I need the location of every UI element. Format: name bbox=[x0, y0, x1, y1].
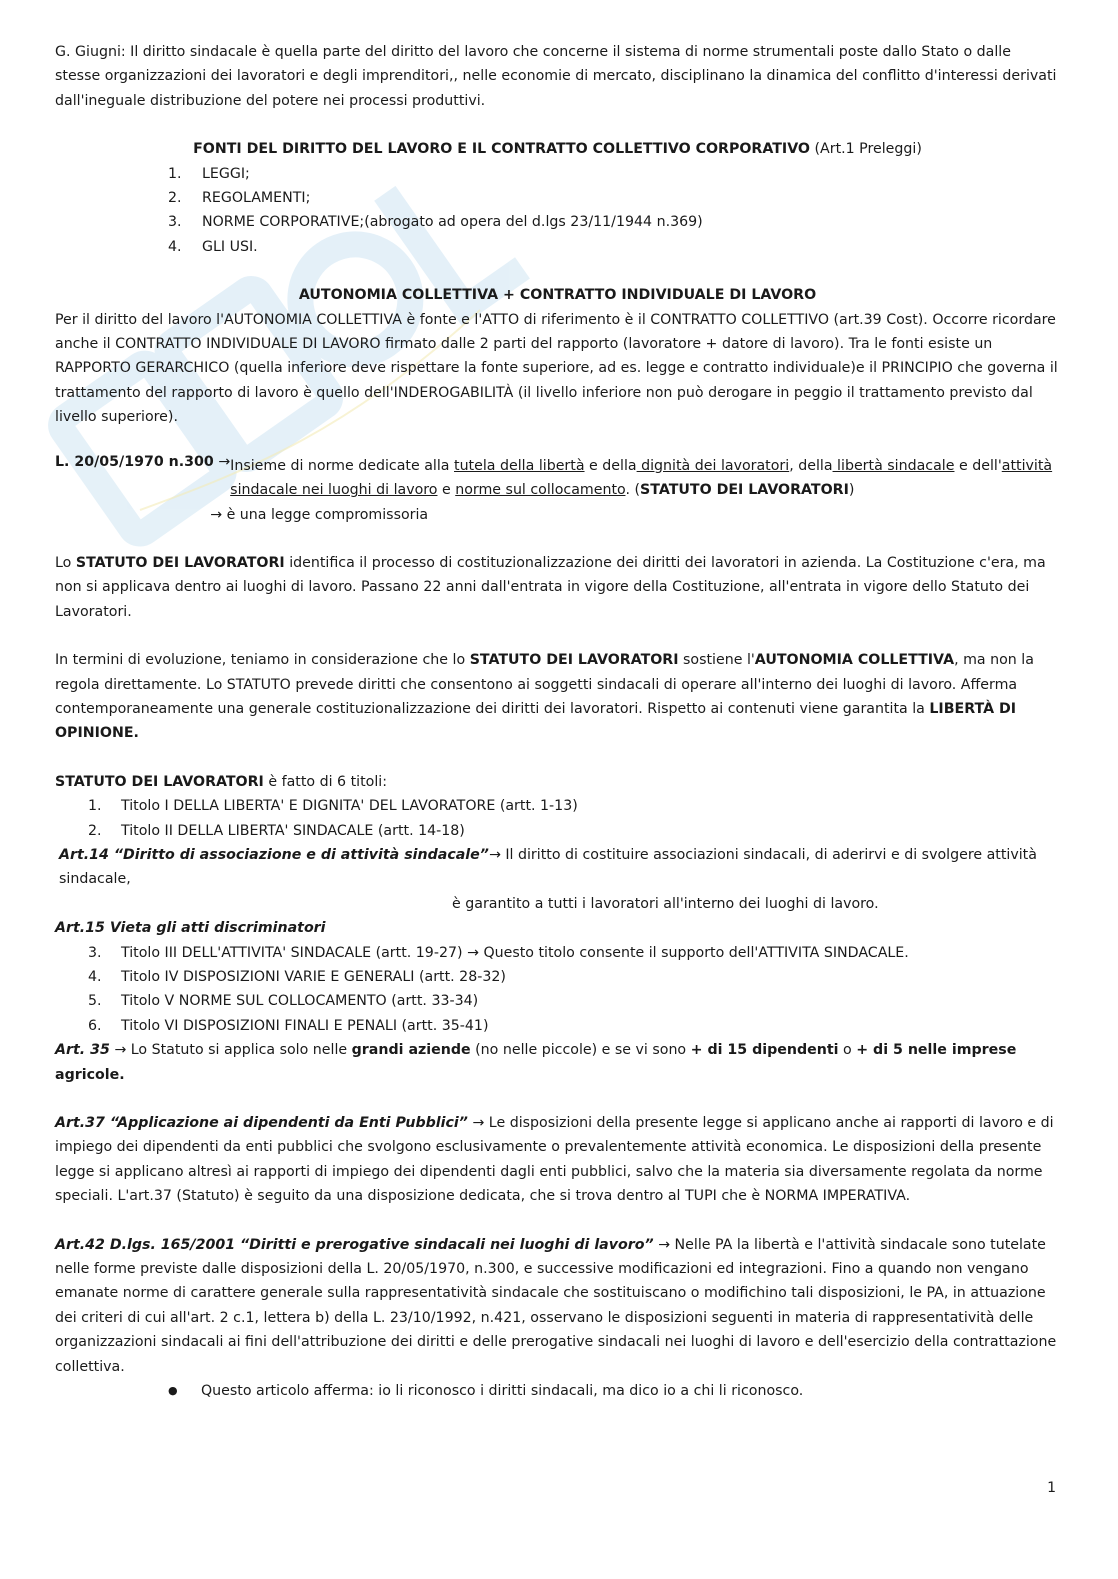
list-item: 1. LEGGI; bbox=[168, 165, 250, 182]
evoluzione-paragraph: In termini di evoluzione, teniamo in considerazione che lo STATUTO DEI LAVORATORI sostiene l'AUTONOMIA COLLETTIVA, ma non la regola direttamente. Lo STATUTO prevede diritti che consentono ai soggetti sindacali di operare all'interno dei luoghi di lavoro. Afferma contemporaneamente una generale costituzionalizzazione dei diritti dei lavoratori. Rispetto ai contenuti viene garantita la LIBERTÀ DI OPINIONE. bbox=[55, 652, 1034, 742]
statuto-paragraph: Lo STATUTO DEI LAVORATORI identifica il processo di costituzionalizzazione dei diritti dei lavoratori in azienda. La Costituzione c'era, ma non si applicava dentro ai luoghi di lavoro. Passano 22 anni dall'entrata in vigore della Costituzione, all'entrata in vigore dello Statuto dei Lavoratori. bbox=[55, 554, 1046, 620]
art37-entry: Art.37 “Applicazione ai dipendenti da Enti Pubblici” → Le disposizioni della presente legge si applicano anche ai rapporti di lavoro e di impiego dei dipendenti da enti pubblici che svolgono esclusivamente o prevalentemente attività economica. Le disposizioni della presente legge si applicano altresì ai rapporti di impiego dei dipendenti dagli enti pubblici, salvo che la materia sia diversamente regolata da norme speciali. L'art.37 (Statuto) è seguito da una disposizione dedicata, che si trova dentro al TUPI che è NORMA IMPERATIVA. bbox=[55, 1115, 1054, 1205]
page-number: 1 bbox=[1047, 1480, 1056, 1496]
titoli-list-2 bbox=[55, 941, 1060, 1039]
list-item: 3. NORME CORPORATIVE;(abrogato ad opera del d.lgs 23/11/1944 n.369) bbox=[168, 214, 703, 231]
titoli-list-1 bbox=[55, 794, 1060, 843]
intro-paragraph: G. Giugni: Il diritto sindacale è quella parte del diritto del lavoro che concerne il sistema di norme strumentali poste dallo Stato o dalle stesse organizzazioni dei lavoratori e degli imprenditori,, nelle economie di mercato, disciplinano la dinamica del conflitto d'interessi derivati dall'ineguale distribuzione del potere nei processi produttivi. bbox=[55, 44, 1057, 109]
art42-entry: Art.42 D.lgs. 165/2001 “Diritti e prerogative sindacali nei luoghi di lavoro” → Nelle PA la libertà e l'attività sindacale sono tutelate nelle forme previste dalle disposizioni della L. 20/05/1970, n.300, e successive modificazioni ed integrazioni. Fino a quando non vengano emanate norme di carattere generale sulla rappresentatività sindacale che sostituiscano o modifichino tali disposizioni, le PA, in attuazione dei criteri di cui all'art. 2 c.1, lettera b) della L. 23/10/1992, n.421, osservano le disposizioni seguenti in materia di rappresentatività delle organizzazioni sindacali ai fini dell'attribuzione dei diritti e delle prerogative sindacali nei luoghi di lavoro e dell'esercizio della contrattazione collettiva. bbox=[55, 1236, 1057, 1375]
bullet-list bbox=[55, 1379, 1060, 1403]
list-item: 2. Titolo II DELLA LIBERTA' SINDACALE (artt. 14-18) bbox=[88, 822, 465, 839]
list-item: 4. GLI USI. bbox=[168, 238, 258, 255]
document-page bbox=[55, 40, 1060, 1404]
art14-entry: Art.14 “Diritto di associazione e di attività sindacale”→ Il diritto di costituire associazioni sindacali, di aderirvi e di svolgere attività sindacale, bbox=[59, 846, 1037, 888]
list-item: ● Questo articolo afferma: io li riconosco i diritti sindacali, ma dico io a chi li riconosco. bbox=[168, 1383, 804, 1400]
heading-autonomia: AUTONOMIA COLLETTIVA + CONTRATTO INDIVIDUALE DI LAVORO bbox=[298, 287, 817, 304]
art14-continuation: è garantito a tutti i lavoratori all'interno dei luoghi di lavoro. bbox=[452, 895, 879, 912]
list-item: 6. Titolo VI DISPOSIZIONI FINALI E PENALI (artt. 35-41) bbox=[88, 1017, 489, 1034]
heading-fonti: FONTI DEL DIRITTO DEL LAVORO E IL CONTRATTO COLLETTIVO CORPORATIVO (Art.1 Preleggi) bbox=[193, 141, 922, 158]
art35-entry: Art. 35 → Lo Statuto si applica solo nelle grandi aziende (no nelle piccole) e se vi sono + di 15 dipendenti o + di 5 nelle imprese agricole. bbox=[55, 1042, 1017, 1083]
art15-entry: Art.15 Vieta gli atti discriminatori bbox=[55, 920, 326, 937]
list-item: 4. Titolo IV DISPOSIZIONI VARIE E GENERALI (artt. 28-32) bbox=[88, 969, 506, 985]
autonomia-paragraph: Per il diritto del lavoro l'AUTONOMIA COLLETTIVA è fonte e l'ATTO di riferimento è il CONTRATTO COLLETTIVO (art.39 Cost). Occorre ricordare anche il CONTRATTO INDIVIDUALE DI LAVORO firmato dalle 2 parti del rapporto (lavoratore + datore di lavoro). Tra le fonti esiste un RAPPORTO GERARCHICO (quella inferiore deve rispettare la fonte superiore, ad es. legge e contratto individuale)e il PRINCIPIO che governa il trattamento del rapporto di lavoro è quello dell'INDEROGABILITÀ (il livello inferiore non può derogare in peggio il trattamento previsto dal livello superiore). bbox=[55, 311, 1058, 426]
list-item: 5. Titolo V NORME SUL COLLOCAMENTO (artt. 33-34) bbox=[88, 993, 479, 1010]
fonti-list bbox=[55, 162, 1060, 260]
list-item: 2. REGOLAMENTI; bbox=[168, 190, 311, 207]
list-item: 1. Titolo I DELLA LIBERTA' E DIGNITA' DEL LAVORATORE (artt. 1-13) bbox=[88, 798, 578, 815]
statuto-titoli-heading: STATUTO DEI LAVORATORI è fatto di 6 titoli: bbox=[55, 773, 387, 790]
legge-300-entry: L. 20/05/1970 n.300 → Insieme di norme dedicate alla tutela della libertà e della dignità dei lavoratori, della libertà sindacale e dell'attività sindacale nei luoghi di lavoro e norme sul collocamento. (STATUTO DEI LAVORATORI) → è una legge compromissoria bbox=[55, 453, 1053, 523]
list-item: 3. Titolo III DELL'ATTIVITA' SINDACALE (artt. 19-27) → Questo titolo consente il supporto dell'ATTIVITA SINDACALE. bbox=[88, 944, 909, 961]
